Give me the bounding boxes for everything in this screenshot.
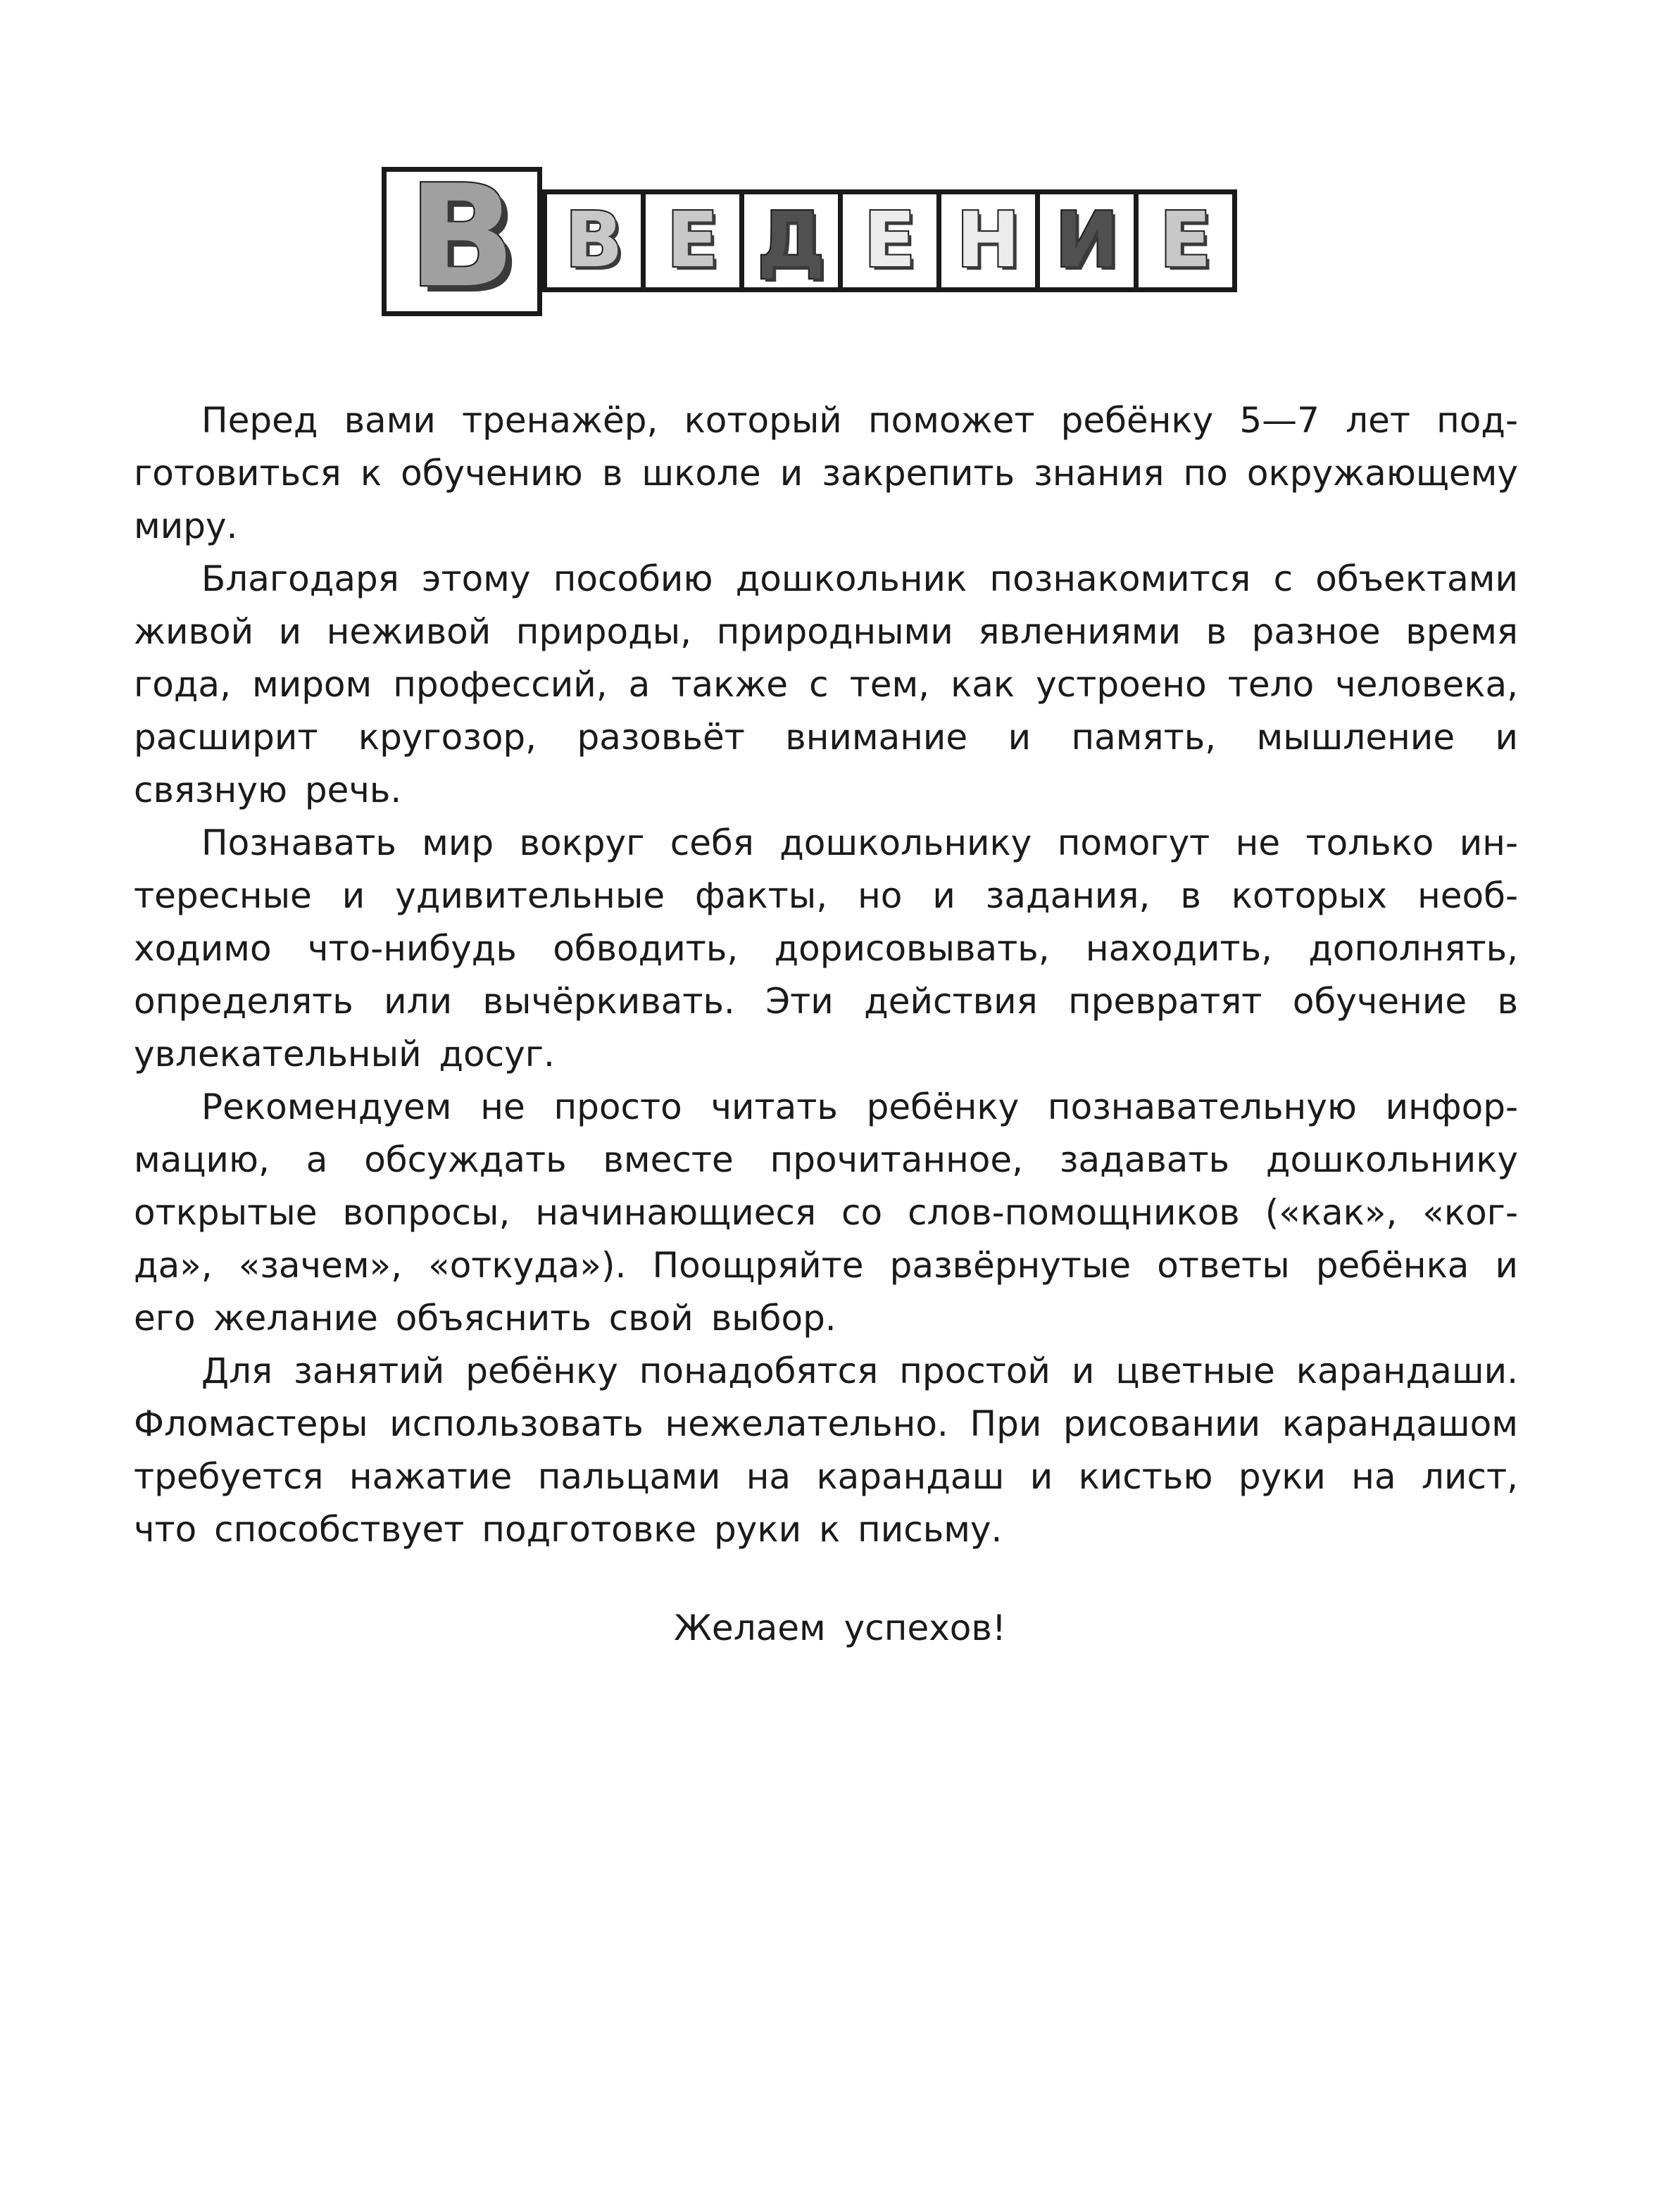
- title-letter-cell: [1035, 189, 1139, 292]
- paragraph: Рекомендуем не просто читать ребёнку познавательную информацию, а обсуждать вместе прочитанное, задавать дошкольнику открытые вопросы, начинающиеся со слов-помощников («как», «когда», «зачем», «откуда»). Поощряйте развёрнутые ответы ребёнка и его желание объяснить свой выбор.: [134, 1087, 1518, 1339]
- title-letter: Е: [1159, 196, 1212, 284]
- title-big-letter-cell: [382, 155, 542, 319]
- paragraph: Перед вами тренажёр, который поможет ребёнку 5—7 лет подготовиться к обучению в школе и закрепить знания по окружающему миру.: [134, 400, 1518, 546]
- title-letter-cell: [936, 189, 1040, 292]
- title-letter: В: [565, 196, 623, 284]
- paragraph: Познавать мир вокруг себя дошкольнику помогут не только интересные и удивительные факты, но и задания, в которых необходимо что-нибудь обводить, дорисовывать, находить, дополнять, определять или вычёркивать. Эти действия превратят обучение в увлекательный досуг.: [134, 822, 1518, 1075]
- title-letter-cell: [1134, 189, 1237, 292]
- title-big-letter: В: [408, 155, 516, 319]
- title-banner: [382, 155, 1269, 320]
- title-letter-cell: [641, 189, 744, 292]
- title-letter-cell: [739, 189, 843, 292]
- title-letter: Е: [666, 196, 719, 284]
- title-letter-cell: [542, 189, 646, 292]
- title-letter-row: [542, 189, 1237, 292]
- title-letter: И: [1055, 196, 1119, 284]
- closing-wish: Желаем успехов!: [674, 1608, 1006, 1648]
- paragraph: Благодаря этому пособию дошкольник познакомится с объектами живой и неживой природы, природными явлениями в разное время года, миром профессий, а также с тем, как устроено тело человека, расширит кругозор, разовьёт внимание и память, мышление и связную речь.: [134, 558, 1518, 810]
- title-letter: Н: [956, 196, 1020, 284]
- title-letter: Е: [863, 196, 916, 284]
- title-letter-cell: [838, 189, 941, 292]
- title-letter: Д: [757, 196, 825, 284]
- paragraph: Для занятий ребёнку понадобятся простой и цветные карандаши. Фломастеры использовать нежелательно. При рисовании карандашом требуется нажатие пальцами на карандаш и кистью руки на лист, что способствует подготовке руки к письму.: [134, 1351, 1518, 1550]
- intro-text: [134, 394, 1518, 1556]
